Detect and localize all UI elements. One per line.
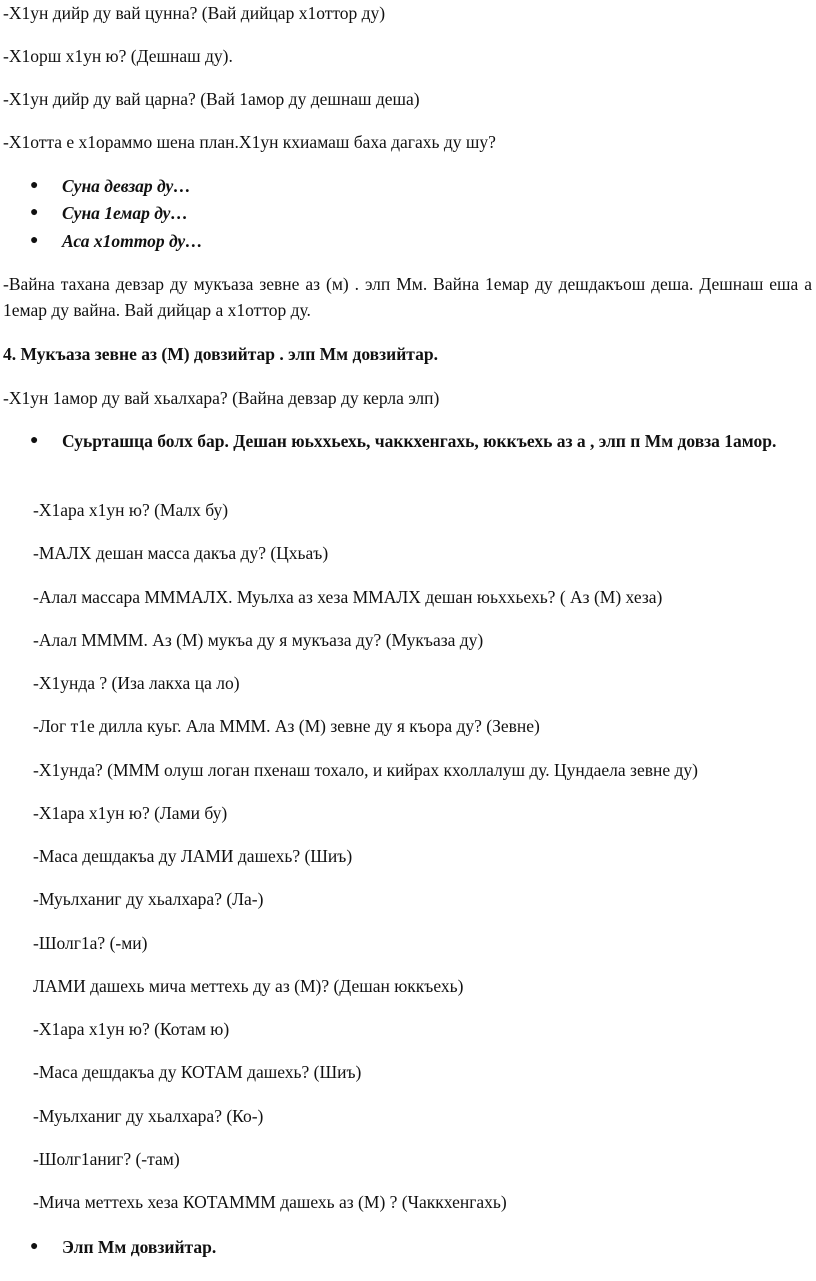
text-line: -Х1ун 1амор ду вай хьалхара? (Вайна девзар ду керла элп) xyxy=(3,388,440,408)
text-line: -Х1унда ? (Иза лакха ца ло) xyxy=(33,673,240,693)
list-item: Суна девзар ду… xyxy=(62,176,191,196)
section-heading: 4. Мукъаза зевне аз (М) довзийтар . элп Мм довзийтар. xyxy=(3,344,438,364)
text-line: -Х1ара х1ун ю? (Лами бу) xyxy=(33,803,228,823)
paragraph: -Вайна тахана девзар ду мукъаза зевне аз (м) . элп Мм. Вайна 1емар ду дешдакъош деша. Дешнаш еша а 1емар ду вайна. Вай дийцар а х1оттор ду. xyxy=(3,274,812,320)
text-line: -Алал ММММ. Аз (М) мукъа ду я мукъаза ду? (Мукъаза ду) xyxy=(33,630,484,650)
text-line: -Муьлханиг ду хьалхара? (Ла-) xyxy=(33,889,264,909)
text-line: -МАЛХ дешан масса дакъа ду? (Цхьаъ) xyxy=(33,543,329,563)
text-line: -Шолг1аниг? (-там) xyxy=(33,1149,180,1169)
text-line: -Лог т1е дилла куьг. Ала МММ. Аз (М) зевне ду я къора ду? (Зевне) xyxy=(33,716,540,736)
text-line: -Х1ун дийр ду вай царна? (Вай 1амор ду дешнаш деша) xyxy=(3,89,420,109)
bullet-icon: ● xyxy=(30,433,39,448)
bullet-icon: ● xyxy=(30,1239,39,1254)
list-item: Элп Мм довзийтар. xyxy=(62,1237,217,1257)
bullet-icon: ● xyxy=(30,178,39,193)
list-item: Аса х1оттор ду… xyxy=(62,231,203,251)
text-line: -Х1унда? (МММ олуш логан пхенаш тохало, и кийрах кхоллалуш ду. Цундаела зевне ду) xyxy=(33,760,698,780)
text-line: -Х1отта е х1ораммо шена план.Х1ун кхиамаш баха дагахь ду шу? xyxy=(3,132,496,152)
text-line: -Х1ара х1ун ю? (Котам ю) xyxy=(33,1019,230,1039)
text-line: -Маса дешдакъа ду КОТАМ дашехь? (Шиъ) xyxy=(33,1062,362,1082)
bullet-icon: ● xyxy=(30,233,39,248)
text-line: -Маса дешдакъа ду ЛАМИ дашехь? (Шиъ) xyxy=(33,846,353,866)
text-line: -Х1ун дийр ду вай цунна? (Вай дийцар х1оттор ду) xyxy=(3,3,386,23)
text-line: -Х1орш х1ун ю? (Дешнаш ду). xyxy=(3,46,233,66)
text-line: -Муьлханиг ду хьалхара? (Ко-) xyxy=(33,1106,264,1126)
list-item: Суна 1емар ду… xyxy=(62,203,188,223)
text-line: ЛАМИ дашехь мича меттехь ду аз (М)? (Дешан юккъехь) xyxy=(33,976,464,996)
bullet-icon: ● xyxy=(30,205,39,220)
text-line: -Алал массара МММАЛХ. Муьлха аз хеза ММАЛХ дешан юьххьехь? ( Аз (М) хеза) xyxy=(33,587,663,607)
text-line: -Мича меттехь хеза КОТАМММ дашехь аз (М) ? (Чаккхенгахь) xyxy=(33,1192,507,1212)
list-item: Суьрташца болх бар. Дешан юьххьехь, чаккхенгахь, юккъехь аз а , элп п Мм довза 1амор. xyxy=(62,431,777,451)
text-line: -Шолг1а? (-ми) xyxy=(33,933,148,953)
text-line: -Х1ара х1ун ю? (Малх бу) xyxy=(33,500,229,520)
